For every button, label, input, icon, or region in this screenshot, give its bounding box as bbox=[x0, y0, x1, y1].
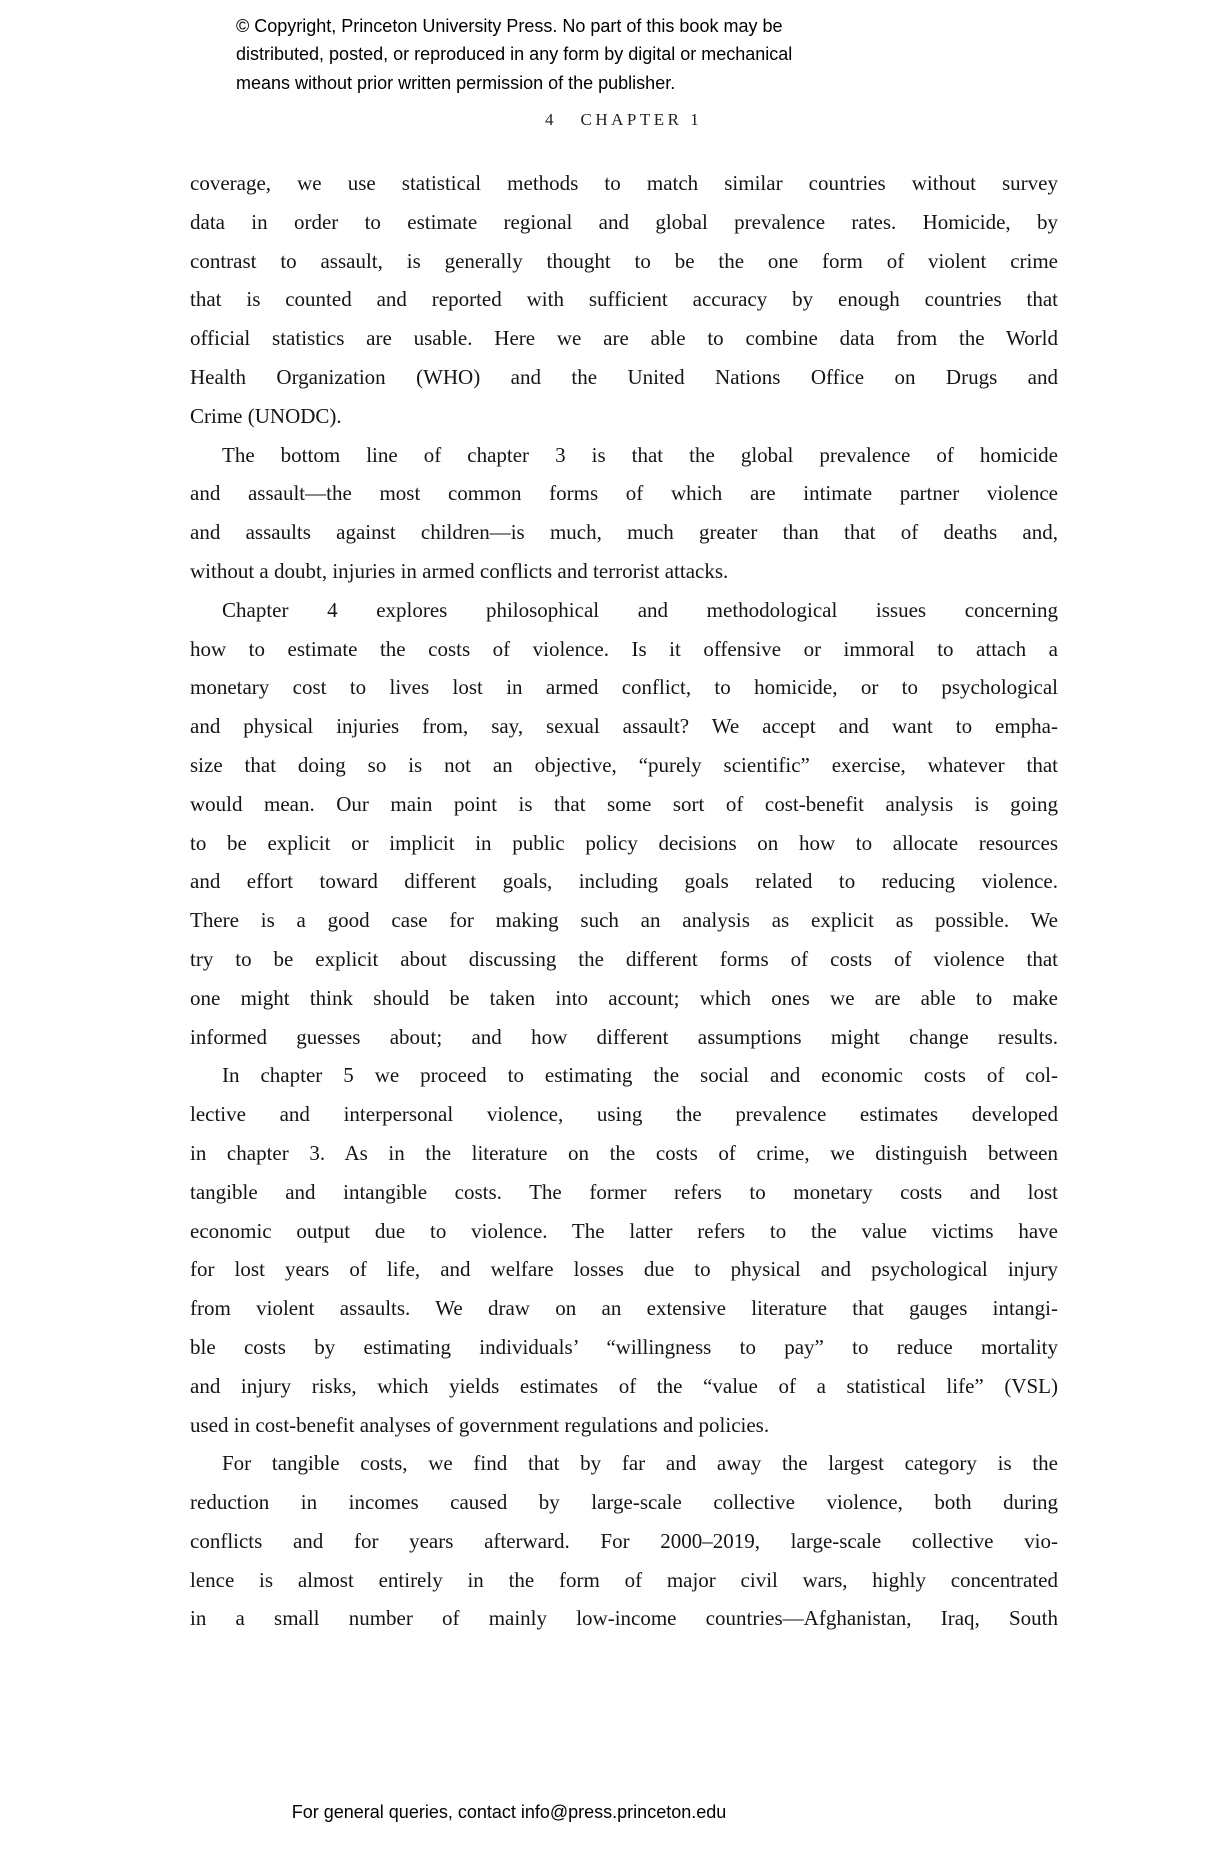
copyright-line: means without prior written permission of the publisher. bbox=[236, 72, 676, 93]
text-line: and effort toward different goals, including goals related to reducing violence. bbox=[190, 869, 1058, 894]
text-line: try to be explicit about discussing the different forms of costs of violence that bbox=[190, 946, 1058, 971]
text-line: and assault—the most common forms of which are intimate partner violence bbox=[190, 481, 1058, 506]
text-line: For tangible costs, we find that by far and away the largest category is the bbox=[222, 1451, 1058, 1476]
text-line: in chapter 3. As in the literature on the costs of crime, we distinguish between bbox=[190, 1140, 1058, 1165]
text-line: and injury risks, which yields estimates of the “value of a statistical life” (VSL) bbox=[190, 1373, 1058, 1398]
page-number: 4 bbox=[545, 110, 554, 129]
text-line: lective and interpersonal violence, using the prevalence estimates developed bbox=[190, 1102, 1058, 1127]
text-line: ble costs by estimating individuals’ “willingness to pay” to reduce mortality bbox=[190, 1334, 1058, 1359]
text-line: would mean. Our main point is that some sort of cost-benefit analysis is going bbox=[190, 791, 1058, 816]
text-line: contrast to assault, is generally thought to be the one form of violent crime bbox=[190, 248, 1058, 273]
text-line: In chapter 5 we proceed to estimating the social and economic costs of col- bbox=[222, 1063, 1058, 1088]
text-line: There is a good case for making such an analysis as explicit as possible. We bbox=[190, 908, 1058, 933]
chapter-label: CHAPTER 1 bbox=[580, 110, 703, 129]
text-line: from violent assaults. We draw on an extensive literature that gauges intangi- bbox=[190, 1296, 1058, 1321]
text-line: to be explicit or implicit in public policy decisions on how to allocate resources bbox=[190, 830, 1058, 855]
text-line: size that doing so is not an objective, “purely scientific” exercise, whatever that bbox=[190, 752, 1058, 777]
paragraph bbox=[190, 164, 1058, 436]
paragraph bbox=[190, 436, 1058, 591]
copyright-line: distributed, posted, or reproduced in any form by digital or mechanical bbox=[236, 44, 793, 65]
text-line: used in cost-benefit analyses of government regulations and policies. bbox=[190, 1412, 770, 1437]
text-line: coverage, we use statistical methods to match similar countries without survey bbox=[190, 171, 1058, 195]
text-line: tangible and intangible costs. The former refers to monetary costs and lost bbox=[190, 1179, 1058, 1204]
text-line: Health Organization (WHO) and the United Nations Office on Drugs and bbox=[190, 364, 1058, 389]
text-line: data in order to estimate regional and global prevalence rates. Homicide, by bbox=[190, 209, 1058, 234]
text-line: and physical injuries from, say, sexual assault? We accept and want to empha- bbox=[190, 714, 1058, 739]
text-line: informed guesses about; and how different assumptions might change results. bbox=[190, 1024, 1058, 1049]
text-line: and assaults against children—is much, much greater than that of deaths and, bbox=[190, 520, 1058, 545]
paragraph bbox=[190, 591, 1058, 1057]
text-line: economic output due to violence. The latter refers to the value victims have bbox=[190, 1218, 1058, 1243]
text-line: in a small number of mainly low-income countries—Afghanistan, Iraq, South bbox=[190, 1606, 1058, 1631]
text-line: one might think should be taken into account; which ones we are able to make bbox=[190, 985, 1058, 1010]
text-line: without a doubt, injuries in armed conflicts and terrorist attacks. bbox=[190, 558, 729, 583]
paragraph bbox=[190, 1056, 1058, 1444]
text-line: for lost years of life, and welfare losses due to physical and psychological injury bbox=[190, 1257, 1058, 1282]
text-line: how to estimate the costs of violence. Is it offensive or immoral to attach a bbox=[190, 636, 1058, 661]
body-text bbox=[190, 164, 1058, 1638]
copyright-notice bbox=[236, 12, 792, 97]
page-header bbox=[545, 110, 702, 130]
copyright-line: © Copyright, Princeton University Press. No part of this book may be bbox=[236, 16, 783, 36]
text-line: reduction in incomes caused by large-scale collective violence, both during bbox=[190, 1490, 1058, 1515]
text-line: conflicts and for years afterward. For 2000–2019, large-scale collective vio- bbox=[190, 1528, 1058, 1553]
text-line: Chapter 4 explores philosophical and methodological issues concerning bbox=[222, 597, 1058, 622]
text-line: lence is almost entirely in the form of major civil wars, highly concentrated bbox=[190, 1567, 1058, 1592]
text-line: official statistics are usable. Here we are able to combine data from the World bbox=[190, 326, 1058, 351]
paragraph bbox=[190, 1444, 1058, 1638]
text-line: Crime (UNODC). bbox=[190, 403, 342, 428]
text-line: that is counted and reported with sufficient accuracy by enough countries that bbox=[190, 287, 1058, 312]
text-line: The bottom line of chapter 3 is that the global prevalence of homicide bbox=[222, 442, 1058, 467]
footer-contact: For general queries, contact info@press.princeton.edu bbox=[291, 1802, 727, 1822]
text-line: monetary cost to lives lost in armed conflict, to homicide, or to psychological bbox=[190, 675, 1058, 700]
